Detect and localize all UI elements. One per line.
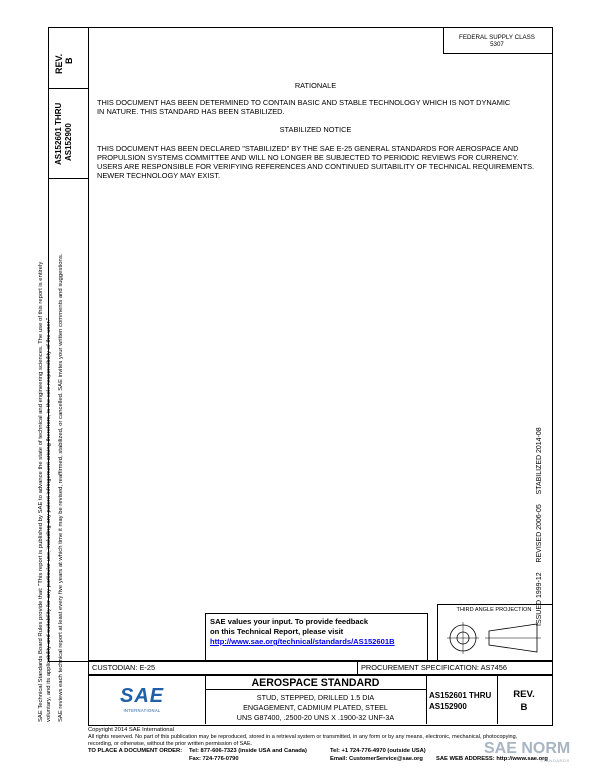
rationale-heading: RATIONALE	[294, 81, 337, 90]
third-angle-label: THIRD ANGLE PROJECTION	[456, 607, 532, 613]
footer-fax: Fax: 724-776-0790	[189, 756, 239, 762]
title-doc-line1: AS152601 THRU	[429, 691, 492, 700]
description-line3: UNS G87400, .2500-20 UNS X .1900-32 UNF-3A	[236, 713, 395, 722]
watermark-text: SAE NORM	[484, 740, 571, 757]
feedback-line1: SAE values your input. To provide feedback	[210, 617, 369, 626]
federal-supply-label: FEDERAL SUPPLY CLASS	[459, 34, 535, 41]
margin-notice-line3: SAE reviews each technical report at least every five years at which time it may be revised, reaffirmed, stabilized, or cancelled. SAE invites your written comments and suggestions.	[58, 253, 64, 722]
sae-logo-sub: INTERNATIONAL	[123, 708, 161, 713]
title-rev-value: B	[520, 702, 528, 713]
footer-rights1: All rights reserved. No part of this publication may be reproduced, stored in a retrieval system or transmitted, in any form or by any means, electronic, mechanical, photocopying,	[88, 734, 518, 740]
feedback-line2: on this Technical Report, please visit	[210, 627, 344, 636]
footer-rights2: recording, or otherwise, without the prior written permission of SAE.	[88, 741, 253, 747]
description-line2: ENGAGEMENT, CADMIUM PLATED, STEEL	[243, 703, 388, 712]
footer-web[interactable]: SAE WEB ADDRESS: http://www.sae.org	[436, 756, 548, 762]
title-divider-2	[426, 674, 427, 724]
third-angle-symbol-icon	[445, 618, 545, 658]
left-column-divider	[88, 27, 89, 660]
title-rule	[205, 689, 426, 690]
sae-logo-text: SAE	[120, 685, 165, 707]
stabilized-text: THIS DOCUMENT HAS BEEN DECLARED "STABILIZED" BY THE SAE E-25 GENERAL STANDARDS FOR AEROSPACE AND PROPULSION SYSTEMS COMMITTEE AND WILL NO LONGER BE SUBJECTED TO PERIODIC REVIEWS FOR CURRENCY. USERS ARE RESPONSIBLE FOR VERIFYING REFERENCES AND CONTINUED SUITABILITY OF TECHNICAL REQUIREMENTS. NEWER TECHNOLOGY MAY EXIST.	[97, 144, 535, 180]
revision-history: ISSUED 1999-12 REVISED 2006-05 STABILIZED 2014-08	[536, 427, 543, 626]
footer-order-label: TO PLACE A DOCUMENT ORDER:	[88, 748, 183, 754]
footer-tel2: Tel: +1 724-776-4970 (outside USA)	[330, 748, 426, 754]
sae-norm-watermark	[484, 740, 596, 770]
title-doc-line2: AS152900	[429, 702, 467, 711]
custodian-divider	[357, 660, 358, 674]
stabilized-heading: STABILIZED NOTICE	[279, 125, 352, 134]
footer-email[interactable]: Email: CustomerService@sae.org	[330, 756, 423, 762]
left-column-rule-2	[48, 178, 88, 179]
feedback-link[interactable]: http://www.sae.org/technical/standards/AS152601B	[210, 637, 395, 646]
federal-supply-value: 5307	[490, 41, 504, 48]
left-column-rule-1	[48, 88, 88, 89]
left-doc-number-line2: AS152900	[64, 123, 73, 161]
margin-notice-line2: voluntary, and its applicability and suitability for any particular use, including any patent infringement arising therefrom, is the sole responsibility of the user."	[46, 317, 52, 722]
sae-logo	[120, 685, 164, 719]
title-rev-label: REV.	[513, 689, 535, 700]
margin-notice-line1: SAE Technical Standards Board Rules provide that: "This report is published by SAE to advance the state of technical and engineering sciences. The use of this report is entirely	[38, 261, 44, 722]
footer-copyright: Copyright 2014 SAE International	[88, 727, 175, 733]
watermark-sub: STANDARDS	[540, 758, 570, 763]
left-rev-value: B	[64, 57, 74, 64]
footer-tel1: Tel: 877-606-7323 (inside USA and Canada)	[189, 748, 307, 754]
left-rev-label: REV.	[54, 53, 64, 74]
procurement-text: PROCUREMENT SPECIFICATION: AS7456	[361, 663, 507, 672]
standard-type: AEROSPACE STANDARD	[251, 677, 380, 689]
rationale-text: THIS DOCUMENT HAS BEEN DETERMINED TO CONTAIN BASIC AND STABLE TECHNOLOGY WHICH IS NOT DYNAMIC IN NATURE. THIS STANDARD HAS BEEN STABILIZED.	[97, 98, 511, 116]
main-frame	[48, 27, 553, 662]
description-line1: STUD, STEPPED, DRILLED 1.5 DIA	[256, 693, 375, 702]
custodian-text: CUSTODIAN: E-25	[92, 663, 156, 672]
left-doc-number-line1: AS152601 THRU	[54, 102, 63, 165]
